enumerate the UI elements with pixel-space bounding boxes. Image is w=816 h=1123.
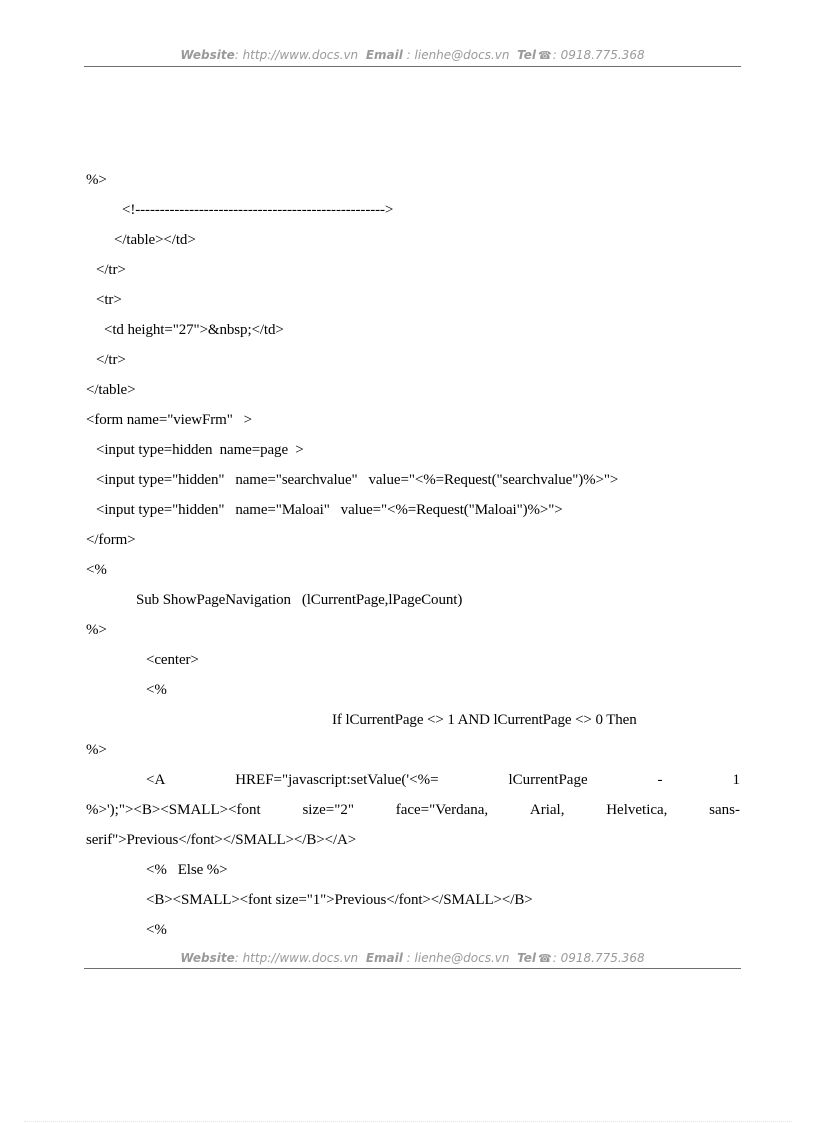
header-divider (84, 66, 741, 67)
footer-tel-label: Tel (517, 951, 537, 965)
footer-website-value: : http://www.docs.vn (234, 951, 359, 965)
code-line-justified (86, 771, 740, 789)
code-line: <% (146, 682, 167, 698)
code-token: 1 (732, 772, 740, 788)
code-line: If lCurrentPage <> 1 AND lCurrentPage <> 0 Then (332, 712, 637, 728)
code-line: </tr> (96, 262, 126, 278)
code-token: sans- (709, 802, 740, 818)
footer-email-label: Email (365, 951, 403, 965)
code-line: </table></td> (114, 232, 196, 248)
code-line: <!---------------------------------------------------> (122, 202, 394, 218)
code-token: lCurrentPage (508, 772, 588, 788)
header-tel-value: : 0918.775.368 (552, 48, 645, 62)
code-line: <center> (146, 652, 199, 668)
code-line: </tr> (96, 352, 126, 368)
phone-icon: ☎ (538, 952, 552, 965)
code-line: <tr> (96, 292, 122, 308)
header-email-label: Email (365, 48, 403, 62)
code-token: - (657, 772, 663, 788)
code-line: <input type=hidden name=page > (96, 442, 304, 458)
code-line: <B><SMALL><font size="1">Previous</font></SMALL></B> (146, 892, 533, 908)
footer-website-label: Website (180, 951, 235, 965)
code-token: HREF="javascript:setValue('<%= (235, 772, 439, 788)
code-line-justified (86, 801, 740, 819)
code-line: <% (146, 922, 167, 938)
code-token: %>');"><B><SMALL><font (86, 802, 261, 818)
footer-tel-value: : 0918.775.368 (552, 951, 645, 965)
code-line: <input type="hidden" name="searchvalue" value="<%=Request("searchvalue")%>"> (96, 472, 619, 488)
footer-divider (84, 968, 741, 969)
page-header (84, 48, 741, 62)
header-tel-label: Tel (517, 48, 537, 62)
code-line: Sub ShowPageNavigation (lCurrentPage,lPageCount) (136, 592, 463, 608)
code-token: Helvetica, (606, 802, 668, 818)
code-line: </form> (86, 532, 136, 548)
header-website-value: : http://www.docs.vn (234, 48, 359, 62)
header-email-value: : lienhe@docs.vn (406, 48, 510, 62)
footer-email-value: : lienhe@docs.vn (406, 951, 510, 965)
phone-icon: ☎ (538, 49, 552, 62)
code-line: <td height="27">&nbsp;</td> (104, 322, 284, 338)
code-token: Arial, (529, 802, 565, 818)
code-line: <form name="viewFrm" > (86, 412, 253, 428)
code-token: size="2" (302, 802, 354, 818)
code-line: <input type="hidden" name="Maloai" value="<%=Request("Maloai")%>"> (96, 502, 563, 518)
code-line: <% (86, 562, 107, 578)
code-line: %> (86, 172, 107, 188)
code-line: <% Else %> (146, 862, 228, 878)
header-website-label: Website (180, 48, 235, 62)
code-line: %> (86, 742, 107, 758)
code-line: </table> (86, 382, 136, 398)
code-line: serif">Previous</font></SMALL></B></A> (86, 832, 357, 848)
code-token: face="Verdana, (395, 802, 489, 818)
code-token: <A (146, 772, 166, 788)
page-edge-divider (24, 1121, 792, 1122)
code-line: %> (86, 622, 107, 638)
page-footer (84, 951, 741, 965)
